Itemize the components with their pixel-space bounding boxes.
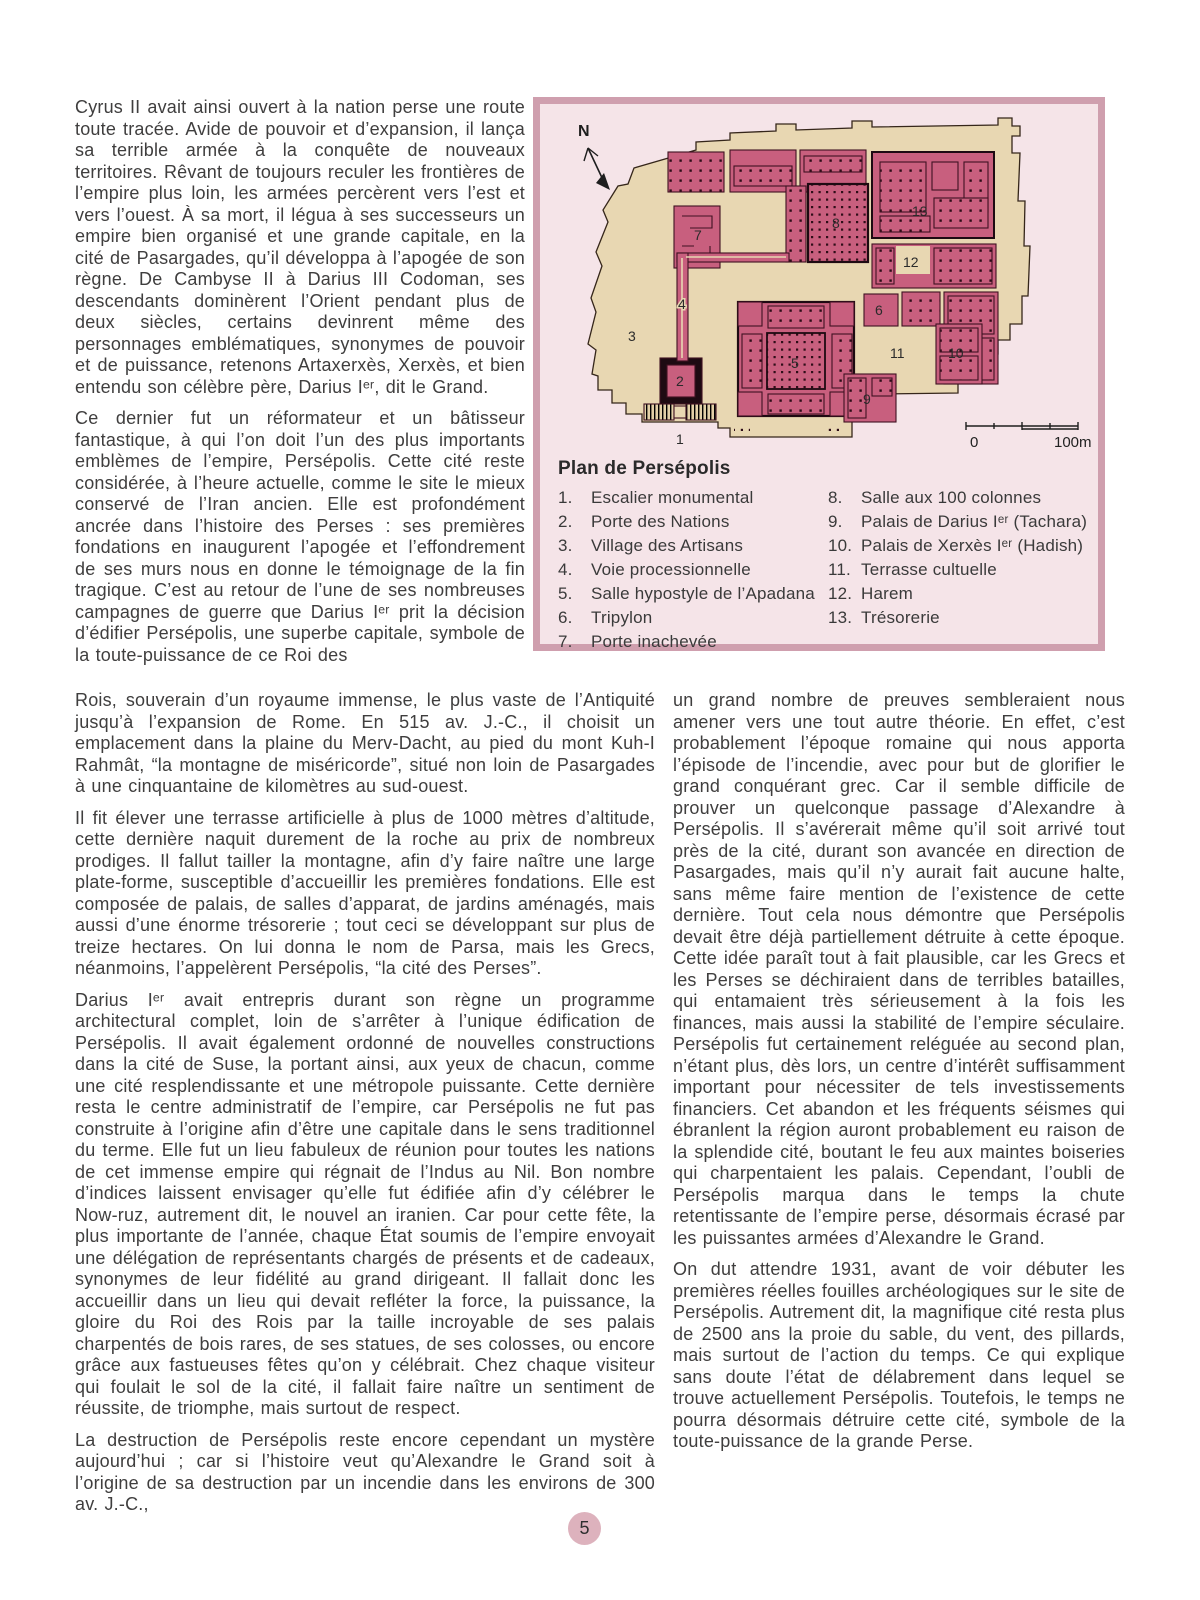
paragraph: Rois, souverain d’un royaume immense, le plus vaste de l’Antiquité jusqu’à l’expansion de Rome. En 515 av. J.-C., il choisit un emplacement dans la plaine du Merv-Dacht, au pied du mont Kuh-I Rahmât, “la montagne de miséricorde”, situé non loin de Pasargades à une cinquantaine de kilomètres au sud-ouest. — [75, 690, 655, 796]
legend-item: 2. Porte des Nations — [558, 512, 730, 531]
map-figure-box — [533, 97, 1105, 651]
svg-text:10: 10 — [948, 345, 964, 361]
legend-column-2 — [828, 486, 1087, 654]
paragraph: Cyrus II avait ainsi ouvert à la nation perse une route toute tracée. Avide de pouvoir et d’expansion, il lança sa terrible armée à la conquête de nouveaux territoires. Rêvant de toujours reculer les frontières de l’empire plus loin, les armées percèrent vers l’est et vers l’ouest. À sa mort, il légua à ses successeurs un empire bien organisé et une grande capitale, en la cité de Pasargades, qu’il développa à l’apogée de son règne. De Cambyse II à Darius III Codoman, ses descendants dominèrent l’Orient pendant plus de deux siècles, certains devinrent même des personnages emblématiques, synonymes de pouvoir et de puissance, retenons Artaxerxès, Xerxès, et bien entendu son célèbre père, Darius Iᵉʳ, dit le Grand. — [75, 97, 525, 397]
legend-item: 11. Terrasse cultuelle — [828, 560, 997, 579]
legend-column-1 — [558, 486, 828, 654]
legend-item: 5. Salle hypostyle de l’Apadana — [558, 584, 815, 603]
legend-item: 10. Palais de Xerxès Iᵉʳ (Hadish) — [828, 536, 1084, 555]
svg-text:9: 9 — [863, 391, 871, 407]
legend-item: 6. Tripylon — [558, 608, 653, 627]
page-content — [75, 97, 1125, 1526]
map-legend — [558, 486, 1092, 654]
legend-item: 8. Salle aux 100 colonnes — [828, 488, 1042, 507]
svg-text:7: 7 — [694, 227, 702, 243]
column-marks — [826, 424, 842, 433]
text-column-left — [75, 690, 655, 1526]
top-section — [75, 97, 1125, 676]
svg-text:0: 0 — [970, 434, 979, 451]
building-harem — [872, 244, 996, 288]
building-hall-100-columns — [786, 184, 868, 262]
paragraph: La destruction de Persépolis reste encore cependant un mystère aujourd’hui ; car si l’histoire veut qu’Alexandre le Grand soit à l’origine de sa destruction par un incendie dans les environs de 300 av. J.-C., — [75, 1429, 655, 1514]
text-column-narrow — [75, 97, 525, 676]
building-council-rooms — [902, 292, 940, 326]
legend-item: 7. Porte inachevée — [558, 632, 717, 651]
svg-text:12: 12 — [903, 254, 919, 270]
legend-item: 1. Escalier monumental — [558, 488, 754, 507]
svg-text:2: 2 — [676, 373, 684, 389]
legend-item: 13. Trésorerie — [828, 608, 940, 627]
legend-item: 4. Voie processionnelle — [558, 560, 751, 579]
svg-text:13: 13 — [912, 203, 928, 219]
svg-text:4: 4 — [678, 296, 686, 312]
svg-text:1: 1 — [676, 431, 684, 447]
text-column-right — [673, 690, 1125, 1526]
building-north-hall-b-columns — [804, 156, 862, 172]
svg-text:8: 8 — [832, 215, 840, 231]
persepolis-plan-map — [546, 106, 1092, 454]
paragraph: Il fit élever une terrasse artificielle à plus de 1000 mètres d’altitude, cette dernière naquit durement de la roche au prix de nombreux prodiges. Il fallut tailler la montagne, afin d’y faire naître une large plate-forme, susceptible d’accueillir les premières fondations. Elle est composée de palais, de salles d’apparat, de jardins aménagés, mais aussi d’une énorme trésorerie ; tout ceci se développant sur plus de treize hectares. On lui donna le nom de Parsa, mais les Grecs, néanmoins, l’appelèrent Persépolis, “la cité des Perses”. — [75, 807, 655, 978]
column-marks — [734, 424, 750, 433]
svg-text:6: 6 — [875, 302, 883, 318]
building-north-storerooms — [668, 152, 724, 192]
scale-bar — [966, 422, 1092, 451]
paragraph: Ce dernier fut un réformateur et un bâtisseur fantastique, à qui l’on doit l’un des plus importants emblèmes de l’empire, Persépolis. Cette cité reste considérée, à l’heure actuelle, comme le site le mieux conservé de l’Iran ancien. Elle est profondément ancrée dans l’histoire des Perses : ses premières fondations en inaugurent l’apogée et l’effondrement de ses murs nous en donne le témoignage de la fin tragique. C’est au retour de l’une de ses nombreuses campagnes de guerre que Darius Iᵉʳ prit la décision d’édifier Persépolis, une superbe capitale, symbole de la toute-puissance de ce Roi des — [75, 408, 525, 665]
svg-text:N: N — [578, 123, 590, 140]
paragraph: On dut attendre 1931, avant de voir débuter les premières réelles fouilles archéologiques sur le site de Persépolis. Autrement dit, la magnifique cité resta plus de 2500 ans la proie du sable, du vent, des pillards, mais surtout de l’action du temps. Ce qui explique sans doute l’état de délabrement dans lequel se trouve actuellement Persépolis. Toutefois, le temps ne pourra désormais détruire cette cité, symbole de la toute-puissance de la grande Perse. — [673, 1259, 1125, 1451]
svg-text:3: 3 — [628, 328, 636, 344]
paragraph: Darius Iᵉʳ avait entrepris durant son règne un programme architectural complet, loin de s’arrêter à l’unique édification de Persépolis. Il avait également ordonné de nouvelles constructions dans la cité de Suse, la portant ainsi, aux yeux de chacun, comme une cité resplendissante et une métropole puissante. Cette dernière resta le centre administratif de l’empire, car Persépolis ne fut pas construite à l’origine afin d’être une capitale dans le sens traditionnel du terme. Elle fut un lieu fabuleux de réunion pour toutes les nations de cet immense empire qui régnait de l’Indus au Nil. Bon nombre d’indices laissent envisager qu’elle fut édifiée afin d’y célébrer le Now-ruz, autrement dit, le nouvel an iranien. Car pour cette fête, la plus importante de l’année, chaque État soumis de l’empire envoyait une délégation de représentants chargés de présents et de cadeaux, synonymes de leur fidélité au grand dirigeant. Il fallait donc les accueillir dans un lieu qui devait refléter la force, la puissance, la gloire du Roi des Rois par la taille incroyable de ses palais charpentés de bois rares, de ses statues, de ses colosses, ou encore grâce aux fastueuses fêtes qu’on y célébrait. Chez chaque visiteur qui foulait le sol de la cité, il fallait faire naître un sentiment de réussite, de triomphe, mais surtout de respect. — [75, 989, 655, 1418]
page-number: 5 — [579, 1518, 590, 1538]
page-number-badge — [568, 1512, 601, 1545]
bottom-section — [75, 690, 1125, 1526]
svg-text:100m: 100m — [1054, 434, 1092, 451]
legend-item: 3. Village des Artisans — [558, 536, 744, 555]
monumental-staircase — [644, 404, 716, 420]
legend-item: 9. Palais de Darius Iᵉʳ (Tachara) — [828, 512, 1088, 531]
map-title: Plan de Persépolis — [558, 458, 731, 479]
svg-text:11: 11 — [890, 345, 905, 361]
building-north-hall-a-columns — [734, 166, 792, 186]
paragraph: un grand nombre de preuves sembleraient nous amener vers une tout autre théorie. En effet, c’est probablement l’époque romaine qui nous apporta l’épisode de l’incendie, avec pour but de glorifier le grand conquérant grec. Car il semble difficile de prouver un quelconque passage d’Alexandre à Persépolis. Il s’avérerait même qu’il soit arrivé tout près de la cité, durant son avancée en direction de Pasargades, mais qu’il n’y aurait fait aucune halte, sans même faire mention de l’existence de cette dernière. Tout cela nous démontre que Persépolis devait être déjà partiellement détruite à cette époque. Cette idée paraît tout à fait plausible, car les Grecs et les Perses se déchiraient dans de terribles batailles, qui entamaient très sérieusement à la fois les finances, mais aussi la stabilité de l’empire séculaire. Persépolis fut certainement reléguée au second plan, n’étant plus, dès lors, un centre d’intérêt suffisamment important pour nécessiter de tels investissements financiers. Cet abandon et les fréquents séismes qui ébranlent la région auront probablement eu raison de la splendide cité, boutant le feu aux maintes boiseries qui charpentaient les palais. Cependant, l’oubli de Persépolis marqua dans le temps la chute retentissante de l’empire perse, désormais écrasé par les puissantes armées d’Alexandre le Grand. — [673, 690, 1125, 1248]
north-arrow-icon — [578, 123, 610, 190]
svg-text:5: 5 — [791, 355, 799, 371]
legend-item: 12. Harem — [828, 584, 914, 603]
building-treasury — [872, 152, 994, 238]
